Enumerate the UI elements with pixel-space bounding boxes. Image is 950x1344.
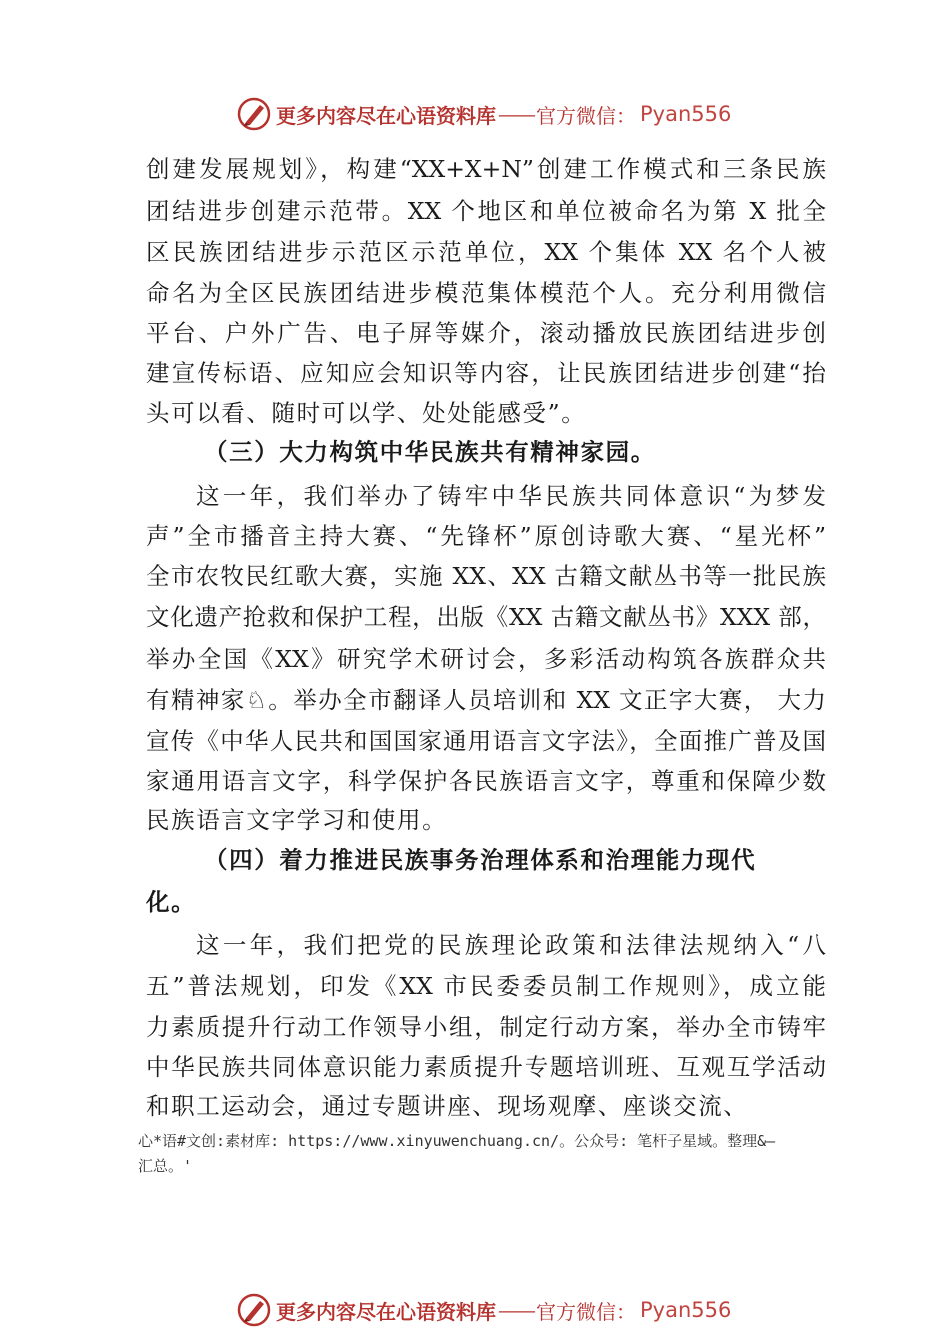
body-line: 声”全市播音主持大赛、“先锋杯”原创诗歌大赛、“星光杯” (146, 522, 826, 550)
body-line: 有精神家♘。举办全市翻译人员培训和 XX 文正字大赛， 大力 (146, 686, 826, 714)
body-line: 五”普法规划，印发《XX 市民委委员制工作规则》，成立能 (146, 972, 826, 1000)
body-line: 头可以看、随时可以学、处处能感受”。 (146, 399, 587, 427)
banner-sub-text: 官方微信： (536, 1299, 636, 1324)
body-line: 平台、户外广告、电子屏等媒介，滚动播放民族团结进步创 (146, 319, 826, 347)
body-line: 宣传《中华人民共和国国家通用语言文字法》，全面推广普及国 (146, 727, 826, 755)
body-line: 和职工运动会，通过专题讲座、现场观摩、座谈交流、 (146, 1092, 749, 1120)
banner-wechat-id: Pyan556 (640, 1298, 732, 1322)
body-line: 创建发展规划》，构建“XX+X+N”创建工作模式和三条民族 (146, 155, 826, 183)
section-heading-4-cont: 化。 (146, 888, 197, 916)
body-line: 中华民族共同体意识能力素质提升专题培训班、互观互学活动 (146, 1053, 826, 1081)
body-line: 这一年，我们把党的民族理论政策和法律法规纳入“八 (196, 931, 826, 959)
body-line: 建宣传标语、应知应会知识等内容，让民族团结进步创建“抬 (146, 359, 826, 387)
header-banner (236, 94, 731, 134)
body-line: 举办全国《XX》研究学术研讨会，多彩活动构筑各族群众共 (146, 645, 826, 673)
section-heading-4: （四）着力推进民族事务治理体系和治理能力现代 (204, 846, 757, 874)
footnote-line: 汇总。' (138, 1157, 193, 1175)
body-line: 民族语言文字学习和使用。 (146, 806, 448, 834)
banner-main-text: 更多内容尽在心语资料库 (276, 1299, 496, 1324)
body-line: 这一年，我们举办了铸牢中华民族共同体意识“为梦发 (196, 482, 826, 510)
pen-logo-icon (236, 1292, 272, 1328)
footnote-line: 心*语#文创:素材库: https://www.xinyuwenchuang.cn/。公众号: 笔杆子星域。整理&— (138, 1132, 776, 1150)
banner-dash: —— (498, 102, 534, 126)
body-line: 力素质提升行动工作领导小组，制定行动方案，举办全市铸牢 (146, 1013, 826, 1041)
body-line: 命名为全区民族团结进步模范集体模范个人。充分利用微信 (146, 279, 826, 307)
banner-sub-text: 官方微信： (536, 103, 636, 128)
pen-logo-icon (236, 96, 272, 132)
body-line: 家通用语言文字，科学保护各民族语言文字，尊重和保障少数 (146, 767, 826, 795)
banner-wechat-id: Pyan556 (640, 102, 732, 126)
body-line: 文化遗产抢救和保护工程，出版《XX 古籍文献丛书》XXX 部， (146, 603, 826, 631)
body-line: 全市农牧民红歌大赛，实施 XX、XX 古籍文献丛书等一批民族 (146, 562, 826, 590)
section-heading-3: （三）大力构筑中华民族共有精神家园。 (204, 438, 656, 466)
footer-banner (236, 1290, 731, 1330)
banner-main-text: 更多内容尽在心语资料库 (276, 103, 496, 128)
body-line: 团结进步创建示范带。XX 个地区和单位被命名为第 X 批全 (146, 197, 826, 225)
banner-dash: —— (498, 1298, 534, 1322)
body-line: 区民族团结进步示范区示范单位，XX 个集体 XX 名个人被 (146, 238, 826, 266)
